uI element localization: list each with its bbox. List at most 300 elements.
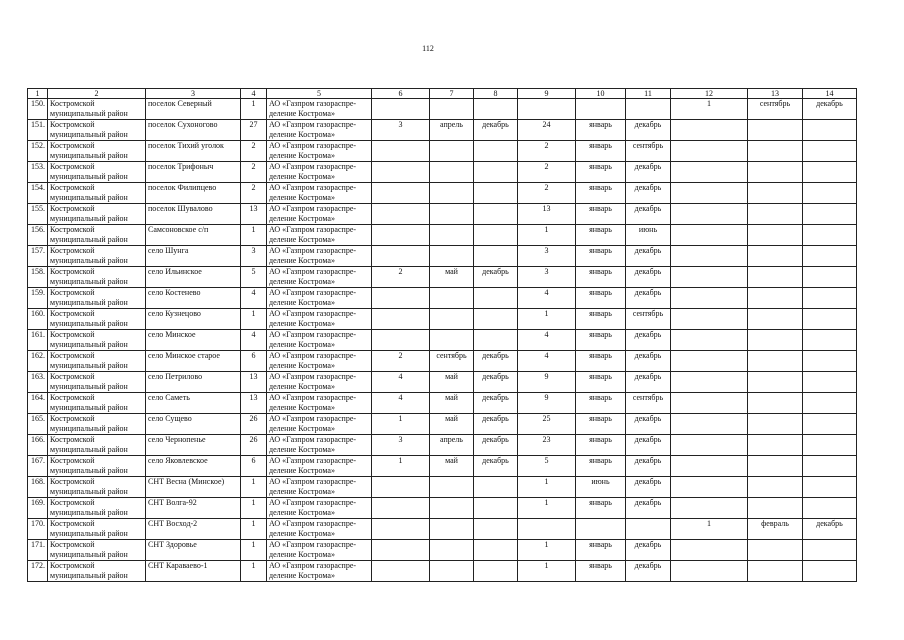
- col9-cell: 23: [518, 435, 576, 456]
- settlement-cell: Самсоновское с/п: [146, 225, 241, 246]
- col10-cell: январь: [576, 456, 626, 477]
- col8-cell: декабрь: [474, 414, 518, 435]
- col8-cell: [474, 99, 518, 120]
- col14-cell: [803, 351, 857, 372]
- col11-cell: декабрь: [626, 183, 671, 204]
- col6-cell: [372, 330, 430, 351]
- col13-cell: [748, 246, 803, 267]
- settlement-cell: село Яковлевское: [146, 456, 241, 477]
- table-row: [28, 519, 857, 540]
- settlement-cell: поселок Тихий уголок: [146, 141, 241, 162]
- col10-cell: январь: [576, 267, 626, 288]
- col12-cell: [671, 414, 748, 435]
- table-row: [28, 477, 857, 498]
- col12-cell: [671, 120, 748, 141]
- col11-cell: сентябрь: [626, 393, 671, 414]
- col7-cell: май: [430, 372, 474, 393]
- col13-cell: [748, 372, 803, 393]
- col11-cell: декабрь: [626, 351, 671, 372]
- organization-cell: АО «Газпром газораспре-деление Кострома»: [267, 351, 372, 372]
- col4-cell: 1: [241, 519, 267, 540]
- settlement-cell: поселок Трифоныч: [146, 162, 241, 183]
- col14-cell: декабрь: [803, 519, 857, 540]
- col4-cell: 2: [241, 162, 267, 183]
- col9-cell: 5: [518, 456, 576, 477]
- table-row: [28, 141, 857, 162]
- col4-cell: 1: [241, 540, 267, 561]
- column-header-7: 7: [430, 89, 474, 99]
- column-number-row: [28, 89, 857, 99]
- organization-cell: АО «Газпром газораспре-деление Кострома»: [267, 120, 372, 141]
- col6-cell: [372, 540, 430, 561]
- col8-cell: [474, 246, 518, 267]
- organization-cell: АО «Газпром газораспре-деление Кострома»: [267, 519, 372, 540]
- col14-cell: [803, 309, 857, 330]
- col4-cell: 4: [241, 330, 267, 351]
- organization-cell: АО «Газпром газораспре-деление Кострома»: [267, 204, 372, 225]
- col14-cell: [803, 162, 857, 183]
- col7-cell: апрель: [430, 120, 474, 141]
- district-cell: Костромской муниципальный район: [48, 204, 146, 225]
- table-row: [28, 288, 857, 309]
- col9-cell: 3: [518, 267, 576, 288]
- col4-cell: 1: [241, 498, 267, 519]
- district-cell: Костромской муниципальный район: [48, 183, 146, 204]
- settlement-cell: село Минское: [146, 330, 241, 351]
- table-row: [28, 414, 857, 435]
- col8-cell: [474, 519, 518, 540]
- col7-cell: [430, 99, 474, 120]
- table-row: [28, 204, 857, 225]
- table-row: [28, 540, 857, 561]
- col6-cell: [372, 309, 430, 330]
- col6-cell: [372, 561, 430, 582]
- col13-cell: [748, 225, 803, 246]
- row-number: 153.: [28, 162, 48, 183]
- col12-cell: [671, 351, 748, 372]
- col6-cell: [372, 225, 430, 246]
- organization-cell: АО «Газпром газораспре-деление Кострома»: [267, 372, 372, 393]
- col10-cell: январь: [576, 393, 626, 414]
- organization-cell: АО «Газпром газораспре-деление Кострома»: [267, 456, 372, 477]
- table-row: [28, 309, 857, 330]
- col10-cell: январь: [576, 246, 626, 267]
- district-cell: Костромской муниципальный район: [48, 456, 146, 477]
- col14-cell: [803, 225, 857, 246]
- table-row: [28, 372, 857, 393]
- district-cell: Костромской муниципальный район: [48, 372, 146, 393]
- col13-cell: [748, 540, 803, 561]
- col13-cell: [748, 456, 803, 477]
- col11-cell: декабрь: [626, 246, 671, 267]
- col10-cell: январь: [576, 162, 626, 183]
- col4-cell: 1: [241, 309, 267, 330]
- organization-cell: АО «Газпром газораспре-деление Кострома»: [267, 309, 372, 330]
- district-cell: Костромской муниципальный район: [48, 330, 146, 351]
- column-header-8: 8: [474, 89, 518, 99]
- col13-cell: [748, 393, 803, 414]
- district-cell: Костромской муниципальный район: [48, 120, 146, 141]
- col7-cell: [430, 540, 474, 561]
- col7-cell: май: [430, 414, 474, 435]
- col11-cell: декабрь: [626, 162, 671, 183]
- table-row: [28, 330, 857, 351]
- col7-cell: [430, 498, 474, 519]
- col10-cell: январь: [576, 183, 626, 204]
- col9-cell: 1: [518, 225, 576, 246]
- col13-cell: [748, 267, 803, 288]
- organization-cell: АО «Газпром газораспре-деление Кострома»: [267, 498, 372, 519]
- col13-cell: [748, 498, 803, 519]
- row-number: 166.: [28, 435, 48, 456]
- row-number: 156.: [28, 225, 48, 246]
- col12-cell: [671, 435, 748, 456]
- district-cell: Костромской муниципальный район: [48, 414, 146, 435]
- settlement-cell: село Саметь: [146, 393, 241, 414]
- col6-cell: [372, 477, 430, 498]
- district-cell: Костромской муниципальный район: [48, 309, 146, 330]
- col6-cell: 2: [372, 267, 430, 288]
- col13-cell: сентябрь: [748, 99, 803, 120]
- row-number: 150.: [28, 99, 48, 120]
- district-cell: Костромской муниципальный район: [48, 162, 146, 183]
- district-cell: Костромской муниципальный район: [48, 498, 146, 519]
- col4-cell: 6: [241, 456, 267, 477]
- district-cell: Костромской муниципальный район: [48, 99, 146, 120]
- col9-cell: 9: [518, 372, 576, 393]
- col11-cell: декабрь: [626, 414, 671, 435]
- row-number: 154.: [28, 183, 48, 204]
- col10-cell: январь: [576, 435, 626, 456]
- col8-cell: декабрь: [474, 120, 518, 141]
- table-row: [28, 120, 857, 141]
- col4-cell: 6: [241, 351, 267, 372]
- col12-cell: [671, 561, 748, 582]
- district-cell: Костромской муниципальный район: [48, 288, 146, 309]
- organization-cell: АО «Газпром газораспре-деление Кострома»: [267, 477, 372, 498]
- col9-cell: 4: [518, 351, 576, 372]
- row-number: 171.: [28, 540, 48, 561]
- col12-cell: [671, 183, 748, 204]
- col14-cell: [803, 498, 857, 519]
- col13-cell: [748, 120, 803, 141]
- col8-cell: [474, 477, 518, 498]
- col14-cell: [803, 561, 857, 582]
- col7-cell: [430, 519, 474, 540]
- col6-cell: 4: [372, 372, 430, 393]
- table-row: [28, 351, 857, 372]
- col10-cell: январь: [576, 414, 626, 435]
- col10-cell: [576, 519, 626, 540]
- col14-cell: [803, 456, 857, 477]
- settlement-cell: СНТ Волга-92: [146, 498, 241, 519]
- col11-cell: декабрь: [626, 204, 671, 225]
- col6-cell: [372, 246, 430, 267]
- col7-cell: [430, 183, 474, 204]
- col13-cell: [748, 414, 803, 435]
- col8-cell: [474, 330, 518, 351]
- col7-cell: май: [430, 456, 474, 477]
- col7-cell: [430, 162, 474, 183]
- col14-cell: [803, 183, 857, 204]
- column-header-1: 1: [28, 89, 48, 99]
- col8-cell: [474, 162, 518, 183]
- col12-cell: [671, 540, 748, 561]
- organization-cell: АО «Газпром газораспре-деление Кострома»: [267, 267, 372, 288]
- col9-cell: 3: [518, 246, 576, 267]
- col14-cell: [803, 141, 857, 162]
- col14-cell: [803, 477, 857, 498]
- col10-cell: январь: [576, 141, 626, 162]
- col13-cell: [748, 561, 803, 582]
- col9-cell: 13: [518, 204, 576, 225]
- row-number: 155.: [28, 204, 48, 225]
- col4-cell: 27: [241, 120, 267, 141]
- col9-cell: 9: [518, 393, 576, 414]
- column-header-12: 12: [671, 89, 748, 99]
- district-cell: Костромской муниципальный район: [48, 141, 146, 162]
- table-row: [28, 393, 857, 414]
- col4-cell: 13: [241, 393, 267, 414]
- row-number: 172.: [28, 561, 48, 582]
- row-number: 168.: [28, 477, 48, 498]
- organization-cell: АО «Газпром газораспре-деление Кострома»: [267, 99, 372, 120]
- col7-cell: [430, 330, 474, 351]
- organization-cell: АО «Газпром газораспре-деление Кострома»: [267, 183, 372, 204]
- col7-cell: [430, 288, 474, 309]
- col10-cell: январь: [576, 330, 626, 351]
- district-cell: Костромской муниципальный район: [48, 351, 146, 372]
- col14-cell: [803, 435, 857, 456]
- district-cell: Костромской муниципальный район: [48, 225, 146, 246]
- table-row: [28, 183, 857, 204]
- row-number: 160.: [28, 309, 48, 330]
- col7-cell: [430, 309, 474, 330]
- col6-cell: [372, 141, 430, 162]
- col4-cell: 13: [241, 204, 267, 225]
- col10-cell: январь: [576, 120, 626, 141]
- col4-cell: 2: [241, 183, 267, 204]
- col4-cell: 3: [241, 246, 267, 267]
- col8-cell: декабрь: [474, 351, 518, 372]
- col8-cell: [474, 498, 518, 519]
- col12-cell: [671, 498, 748, 519]
- row-number: 158.: [28, 267, 48, 288]
- col6-cell: 3: [372, 435, 430, 456]
- col4-cell: 5: [241, 267, 267, 288]
- row-number: 164.: [28, 393, 48, 414]
- col8-cell: [474, 183, 518, 204]
- col10-cell: январь: [576, 309, 626, 330]
- col6-cell: 3: [372, 120, 430, 141]
- col9-cell: 24: [518, 120, 576, 141]
- col12-cell: [671, 393, 748, 414]
- col11-cell: декабрь: [626, 288, 671, 309]
- table-row: [28, 225, 857, 246]
- col7-cell: [430, 477, 474, 498]
- table-row: [28, 162, 857, 183]
- column-header-10: 10: [576, 89, 626, 99]
- col9-cell: 2: [518, 141, 576, 162]
- col4-cell: 1: [241, 561, 267, 582]
- col6-cell: [372, 183, 430, 204]
- col12-cell: [671, 372, 748, 393]
- col8-cell: [474, 561, 518, 582]
- col8-cell: декабрь: [474, 372, 518, 393]
- col13-cell: февраль: [748, 519, 803, 540]
- col12-cell: [671, 477, 748, 498]
- col14-cell: декабрь: [803, 99, 857, 120]
- col9-cell: 1: [518, 477, 576, 498]
- col6-cell: [372, 204, 430, 225]
- district-cell: Костромской муниципальный район: [48, 477, 146, 498]
- col7-cell: май: [430, 393, 474, 414]
- col11-cell: декабрь: [626, 120, 671, 141]
- col14-cell: [803, 540, 857, 561]
- col6-cell: [372, 288, 430, 309]
- col13-cell: [748, 204, 803, 225]
- col12-cell: 1: [671, 519, 748, 540]
- col9-cell: 1: [518, 540, 576, 561]
- col6-cell: 1: [372, 456, 430, 477]
- organization-cell: АО «Газпром газораспре-деление Кострома»: [267, 162, 372, 183]
- settlement-cell: село Кузнецово: [146, 309, 241, 330]
- column-header-13: 13: [748, 89, 803, 99]
- settlement-cell: СНТ Восход-2: [146, 519, 241, 540]
- col4-cell: 26: [241, 414, 267, 435]
- col12-cell: [671, 162, 748, 183]
- column-header-6: 6: [372, 89, 430, 99]
- settlement-cell: село Минское старое: [146, 351, 241, 372]
- col7-cell: [430, 225, 474, 246]
- col8-cell: декабрь: [474, 393, 518, 414]
- col4-cell: 1: [241, 99, 267, 120]
- col14-cell: [803, 267, 857, 288]
- district-cell: Костромской муниципальный район: [48, 519, 146, 540]
- col14-cell: [803, 330, 857, 351]
- col9-cell: [518, 99, 576, 120]
- table-row: [28, 498, 857, 519]
- col9-cell: 25: [518, 414, 576, 435]
- settlement-cell: СНТ Караваево-1: [146, 561, 241, 582]
- col10-cell: январь: [576, 561, 626, 582]
- col7-cell: [430, 561, 474, 582]
- table-row: [28, 561, 857, 582]
- settlement-cell: село Сущево: [146, 414, 241, 435]
- col4-cell: 26: [241, 435, 267, 456]
- col9-cell: 4: [518, 288, 576, 309]
- col7-cell: [430, 246, 474, 267]
- col8-cell: [474, 204, 518, 225]
- col12-cell: [671, 204, 748, 225]
- col6-cell: [372, 519, 430, 540]
- col11-cell: декабрь: [626, 498, 671, 519]
- col13-cell: [748, 351, 803, 372]
- organization-cell: АО «Газпром газораспре-деление Кострома»: [267, 288, 372, 309]
- col11-cell: декабрь: [626, 540, 671, 561]
- row-number: 169.: [28, 498, 48, 519]
- row-number: 165.: [28, 414, 48, 435]
- col11-cell: сентябрь: [626, 309, 671, 330]
- col13-cell: [748, 309, 803, 330]
- row-number: 151.: [28, 120, 48, 141]
- row-number: 161.: [28, 330, 48, 351]
- col9-cell: 1: [518, 309, 576, 330]
- col12-cell: 1: [671, 99, 748, 120]
- district-cell: Костромской муниципальный район: [48, 540, 146, 561]
- col13-cell: [748, 330, 803, 351]
- settlement-cell: поселок Сухоногово: [146, 120, 241, 141]
- col8-cell: декабрь: [474, 267, 518, 288]
- col8-cell: [474, 309, 518, 330]
- column-header-9: 9: [518, 89, 576, 99]
- col7-cell: [430, 141, 474, 162]
- col11-cell: декабрь: [626, 456, 671, 477]
- col13-cell: [748, 162, 803, 183]
- col12-cell: [671, 267, 748, 288]
- organization-cell: АО «Газпром газораспре-деление Кострома»: [267, 540, 372, 561]
- column-header-5: 5: [267, 89, 372, 99]
- organization-cell: АО «Газпром газораспре-деление Кострома»: [267, 141, 372, 162]
- col12-cell: [671, 309, 748, 330]
- col11-cell: декабрь: [626, 477, 671, 498]
- col6-cell: [372, 99, 430, 120]
- settlement-cell: село Костенево: [146, 288, 241, 309]
- col14-cell: [803, 120, 857, 141]
- col8-cell: [474, 225, 518, 246]
- organization-cell: АО «Газпром газораспре-деление Кострома»: [267, 330, 372, 351]
- settlement-cell: СНТ Весна (Минское): [146, 477, 241, 498]
- col10-cell: [576, 99, 626, 120]
- gasification-table: [27, 88, 857, 582]
- page-number: 112: [422, 44, 434, 53]
- col14-cell: [803, 288, 857, 309]
- col7-cell: [430, 204, 474, 225]
- col6-cell: 2: [372, 351, 430, 372]
- col11-cell: декабрь: [626, 561, 671, 582]
- col13-cell: [748, 183, 803, 204]
- col10-cell: январь: [576, 288, 626, 309]
- column-header-4: 4: [241, 89, 267, 99]
- col11-cell: декабрь: [626, 267, 671, 288]
- settlement-cell: село Чернопенье: [146, 435, 241, 456]
- settlement-cell: поселок Шувалово: [146, 204, 241, 225]
- col4-cell: 1: [241, 225, 267, 246]
- organization-cell: АО «Газпром газораспре-деление Кострома»: [267, 561, 372, 582]
- row-number: 157.: [28, 246, 48, 267]
- row-number: 159.: [28, 288, 48, 309]
- col9-cell: 2: [518, 183, 576, 204]
- col8-cell: декабрь: [474, 456, 518, 477]
- col12-cell: [671, 330, 748, 351]
- column-header-11: 11: [626, 89, 671, 99]
- column-header-2: 2: [48, 89, 146, 99]
- district-cell: Костромской муниципальный район: [48, 435, 146, 456]
- settlement-cell: СНТ Здоровье: [146, 540, 241, 561]
- col6-cell: 1: [372, 414, 430, 435]
- col10-cell: январь: [576, 351, 626, 372]
- col10-cell: январь: [576, 372, 626, 393]
- col10-cell: январь: [576, 498, 626, 519]
- table-row: [28, 267, 857, 288]
- row-number: 162.: [28, 351, 48, 372]
- col7-cell: сентябрь: [430, 351, 474, 372]
- col13-cell: [748, 288, 803, 309]
- settlement-cell: поселок Северный: [146, 99, 241, 120]
- settlement-cell: село Ильинское: [146, 267, 241, 288]
- col13-cell: [748, 477, 803, 498]
- col4-cell: 4: [241, 288, 267, 309]
